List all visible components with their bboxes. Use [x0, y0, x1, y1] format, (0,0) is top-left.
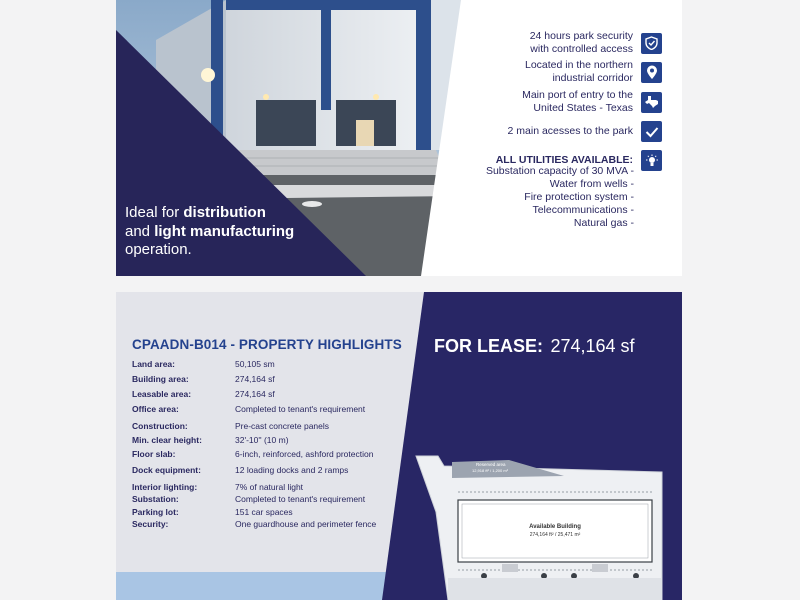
highlight-row	[132, 435, 289, 445]
feature-port-line1: Main port of entry to the	[522, 89, 633, 101]
map-pin-icon	[641, 62, 662, 83]
checkmark-icon	[641, 121, 662, 142]
highlight-row	[132, 374, 275, 384]
highlight-label: Leasable area:	[132, 389, 192, 399]
feature-port	[522, 89, 662, 115]
highlight-label: Security:	[132, 519, 169, 529]
highlight-label: Interior lighting:	[132, 482, 198, 492]
highlight-label: Office area:	[132, 404, 179, 414]
reserved-area-size: 12,918 ft² / 1,200 m²	[472, 468, 509, 473]
highlight-label: Parking lot:	[132, 507, 179, 517]
highlight-value: Pre-cast concrete panels	[235, 421, 330, 431]
highlight-value: 274,164 sf	[235, 374, 275, 384]
feature-security-line1: 24 hours park security	[529, 30, 633, 42]
highlight-row	[132, 465, 348, 475]
utility-item: Telecommunications -	[532, 204, 634, 216]
highlight-label: Floor slab:	[132, 449, 176, 459]
tagline-mid: and	[125, 222, 151, 240]
highlight-label: Min. clear height:	[132, 435, 202, 445]
utility-item: Water from wells -	[549, 178, 634, 190]
highlight-row	[132, 389, 275, 399]
highlight-label: Land area:	[132, 359, 175, 369]
highlight-row	[132, 507, 293, 517]
feature-security-line2: with controlled access	[530, 43, 633, 55]
bottom-brochure-panel	[116, 292, 682, 600]
feature-accesses	[508, 121, 662, 142]
tagline	[125, 204, 355, 260]
utilities-title: ALL UTILITIES AVAILABLE:	[495, 154, 633, 166]
highlight-value: 32'-10'' (10 m)	[235, 435, 289, 445]
site-plan	[414, 452, 664, 600]
texas-icon	[641, 92, 662, 113]
top-brochure-panel	[116, 0, 682, 276]
highlight-value: Completed to tenant's requirement	[235, 404, 366, 414]
tagline-bold-distribution: distribution	[183, 204, 266, 221]
feature-location-line2: industrial corridor	[552, 72, 633, 84]
highlight-row	[132, 519, 376, 529]
shield-icon	[641, 33, 662, 54]
highlight-value: 12 loading docks and 2 ramps	[235, 465, 349, 475]
highlight-value: 50,105 sm	[235, 359, 275, 369]
for-lease-value: 274,164 sf	[550, 336, 635, 356]
highlight-row	[132, 482, 303, 492]
highlight-label: Dock equipment:	[132, 465, 201, 475]
feature-location	[525, 59, 662, 85]
highlight-value: Completed to tenant's requirement	[235, 494, 366, 504]
feature-location-line1: Located in the northern	[525, 59, 633, 71]
highlight-row	[132, 494, 365, 504]
reserved-area-title: Reserved area	[476, 462, 506, 467]
highlight-value: One guardhouse and perimeter fence	[235, 519, 377, 529]
highlight-value: 7% of natural light	[235, 482, 304, 492]
building-area: 274,164 ft² / 25,471 m²	[529, 532, 581, 538]
utility-item: Fire protection system -	[524, 191, 634, 203]
highlight-label: Substation:	[132, 494, 179, 504]
lightbulb-icon	[641, 150, 662, 171]
tagline-prefix: Ideal for	[125, 204, 180, 221]
utility-item: Natural gas -	[573, 217, 634, 229]
tagline-suffix: operation.	[125, 241, 192, 258]
highlight-row	[132, 404, 365, 414]
utilities-list	[486, 165, 634, 230]
highlight-row	[132, 359, 275, 369]
feature-security	[530, 30, 662, 56]
feature-port-line2: United States - Texas	[533, 102, 633, 114]
highlight-value: 151 car spaces	[235, 507, 293, 517]
highlight-value: 6-inch, reinforced, ashford protection	[235, 449, 374, 459]
tagline-bold-light-manufacturing: light manufacturing	[154, 222, 295, 240]
for-lease-label: FOR LEASE:	[434, 336, 544, 356]
highlight-value: 274,164 sf	[235, 389, 275, 399]
for-lease-banner	[434, 336, 635, 357]
highlight-row	[132, 449, 373, 459]
feature-accesses-line1: 2 main acesses to the park	[507, 125, 633, 137]
highlight-label: Construction:	[132, 421, 188, 431]
building-title: Available Building	[529, 524, 581, 530]
highlights-heading: CPAADN-B014 - PROPERTY HIGHLIGHTS	[132, 337, 402, 352]
utility-item: Substation capacity of 30 MVA -	[485, 165, 634, 177]
highlight-label: Building area:	[132, 374, 189, 384]
highlight-row	[132, 421, 329, 431]
